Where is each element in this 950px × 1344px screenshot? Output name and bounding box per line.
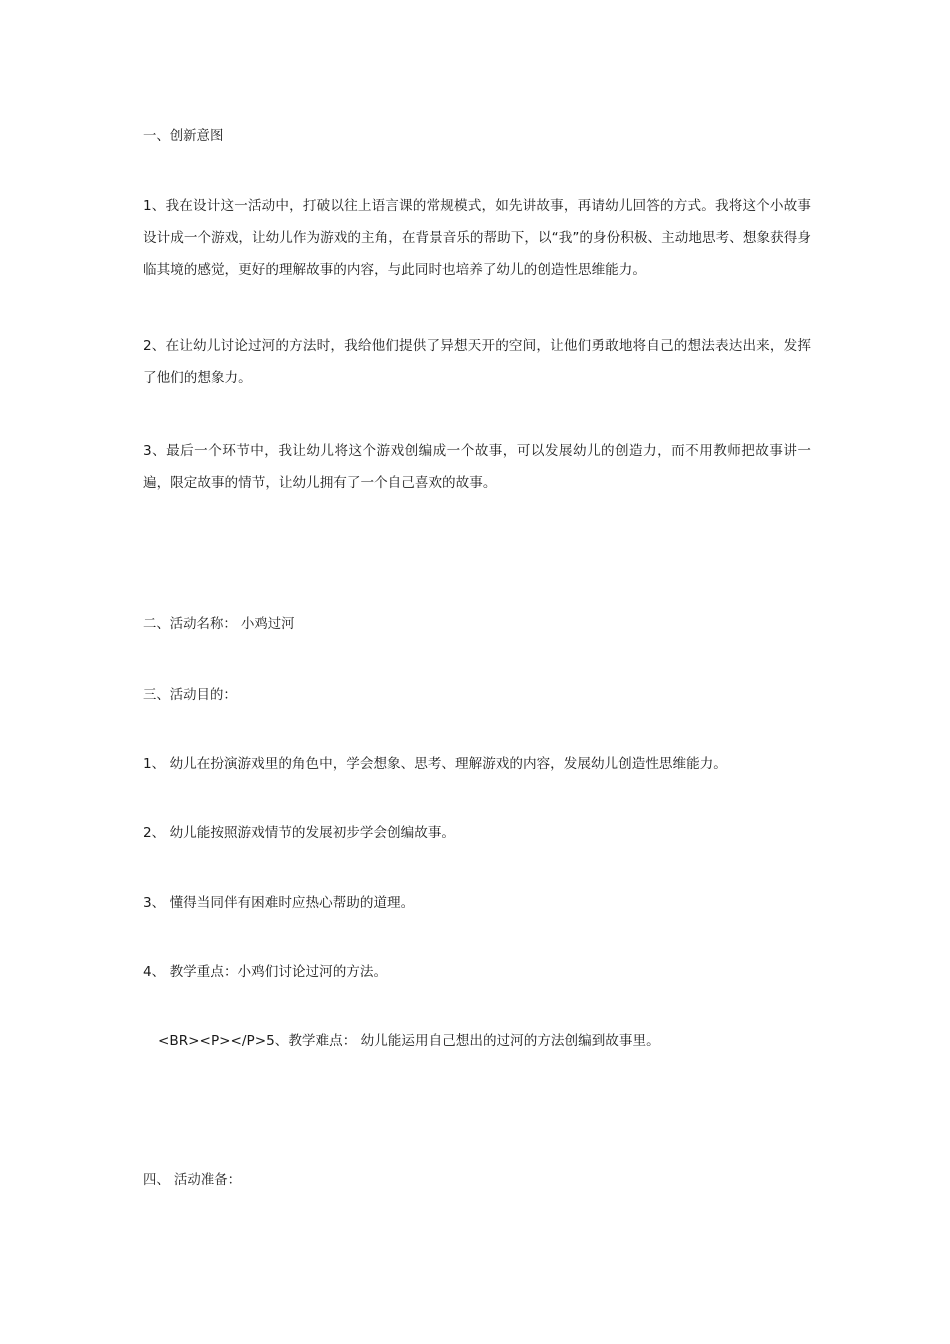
- section-heading-innovation: 一、创新意图: [143, 129, 224, 144]
- innovation-paragraph-3: 3、最后一个环节中，我让幼儿将这个游戏创编成一个故事，可以发展幼儿的创造力，而不用教师把故事讲一遍，限定故事的情节，让幼儿拥有了一个自己喜欢的故事。: [143, 443, 811, 491]
- innovation-paragraph-1: 1、我在设计这一活动中，打破以往上语言课的常规模式，如先讲故事，再请幼儿回答的方式。我将这个小故事设计成一个游戏，让幼儿作为游戏的主角，在背景音乐的帮助下，以“我”的身份积极、主动地思考、想象获得身临其境的感觉，更好的理解故事的内容，与此同时也培养了幼儿的创造性思维能力。: [143, 198, 811, 278]
- goal-item-2: 2、 幼儿能按照游戏情节的发展初步学会创编故事。: [143, 825, 456, 841]
- section-heading-goals: 三、活动目的：: [143, 688, 237, 703]
- section-heading-activity-name: 二、活动名称： 小鸡过河: [143, 617, 295, 632]
- innovation-paragraph-2: 2、在让幼儿讨论过河的方法时，我给他们提供了异想天开的空间，让他们勇敢地将自己的想法表达出来，发挥了他们的想象力。: [143, 338, 811, 386]
- goal-item-1: 1、 幼儿在扮演游戏里的角色中，学会想象、思考、理解游戏的内容，发展幼儿创造性思维能力。: [143, 756, 727, 772]
- goal-item-4: 4、 教学重点：小鸡们讨论过河的方法。: [143, 964, 388, 980]
- goal-item-5: <BR><P></P>5、教学难点： 幼儿能运用自己想出的过河的方法创编到故事里。: [158, 1033, 660, 1049]
- goal-item-3: 3、 懂得当同伴有困难时应热心帮助的道理。: [143, 895, 415, 911]
- section-heading-preparation: 四、 活动准备：: [143, 1173, 241, 1188]
